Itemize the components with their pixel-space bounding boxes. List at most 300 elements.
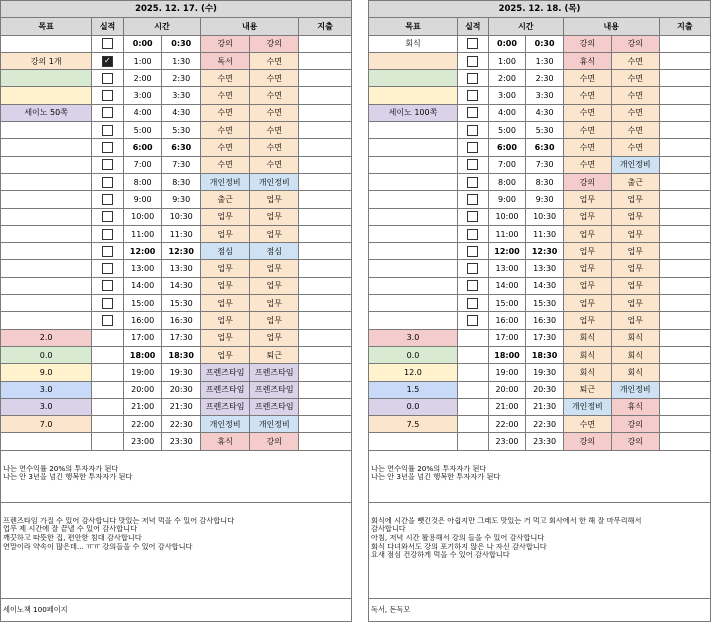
checkbox[interactable]: [102, 73, 113, 84]
content-cell-2[interactable]: 회식: [611, 346, 659, 363]
actual-cell[interactable]: [92, 346, 124, 363]
goal-cell[interactable]: [369, 208, 458, 225]
table-row: [369, 35, 711, 52]
content-cell-1[interactable]: 수면: [563, 87, 611, 104]
content-cell-2[interactable]: 강의: [611, 433, 659, 450]
content-cell-2[interactable]: 업무: [611, 295, 659, 312]
actual-cell[interactable]: [457, 122, 488, 139]
actual-cell[interactable]: [92, 122, 124, 139]
actual-cell[interactable]: [457, 191, 488, 208]
goal-cell[interactable]: [369, 225, 458, 242]
table-row: [1, 52, 352, 69]
actual-cell[interactable]: [457, 173, 488, 190]
content-cell-2[interactable]: 업무: [611, 225, 659, 242]
goal-cell[interactable]: [369, 260, 458, 277]
content-cell-1[interactable]: 업무: [201, 260, 250, 277]
goal-cell[interactable]: [1, 225, 92, 242]
actual-cell[interactable]: [92, 295, 124, 312]
goal-cell[interactable]: [1, 208, 92, 225]
checkbox[interactable]: [467, 90, 478, 101]
actual-cell[interactable]: [92, 156, 124, 173]
expense-cell[interactable]: [299, 191, 352, 208]
content-cell-2[interactable]: 출근: [611, 173, 659, 190]
goal-cell[interactable]: [369, 139, 458, 156]
expense-cell[interactable]: [659, 381, 710, 398]
content-cell-1[interactable]: 수면: [563, 122, 611, 139]
content-cell-1[interactable]: 업무: [563, 243, 611, 260]
table-row: [369, 364, 711, 381]
content-cell-2[interactable]: 회식: [611, 364, 659, 381]
content-cell-1[interactable]: 업무: [563, 260, 611, 277]
expense-cell[interactable]: [659, 70, 710, 87]
content-cell-1[interactable]: 수면: [201, 139, 250, 156]
content-cell-2[interactable]: 수면: [250, 122, 299, 139]
content-cell-1[interactable]: 수면: [201, 156, 250, 173]
actual-cell[interactable]: [457, 433, 488, 450]
actual-cell[interactable]: [92, 191, 124, 208]
expense-cell[interactable]: [299, 346, 352, 363]
content-cell-2[interactable]: 회식: [611, 329, 659, 346]
expense-cell[interactable]: [659, 364, 710, 381]
content-cell-1[interactable]: 수면: [563, 104, 611, 121]
content-cell-1[interactable]: 개인정비: [563, 398, 611, 415]
content-cell-1[interactable]: 회식: [563, 346, 611, 363]
content-cell-2[interactable]: 강의: [250, 35, 299, 52]
checkbox[interactable]: [102, 38, 113, 49]
checkbox[interactable]: [467, 159, 478, 170]
content-cell-2[interactable]: 업무: [250, 329, 299, 346]
table-row: [1, 329, 352, 346]
goal-cell[interactable]: 12.0: [369, 364, 458, 381]
time-start-cell: 7:00: [488, 156, 526, 173]
expense-cell[interactable]: [299, 122, 352, 139]
content-cell-1[interactable]: 업무: [201, 346, 250, 363]
expense-cell[interactable]: [299, 52, 352, 69]
expense-cell[interactable]: [299, 416, 352, 433]
content-cell-2[interactable]: 개인정비: [611, 381, 659, 398]
goal-cell[interactable]: [369, 70, 458, 87]
content-cell-1[interactable]: 프렌즈타임: [201, 364, 250, 381]
expense-cell[interactable]: [299, 104, 352, 121]
expense-cell[interactable]: [659, 329, 710, 346]
time-half-cell: 7:30: [526, 156, 564, 173]
content-cell-1[interactable]: 업무: [201, 295, 250, 312]
checkbox[interactable]: [467, 229, 478, 240]
expense-cell[interactable]: [299, 70, 352, 87]
content-cell-1[interactable]: 업무: [201, 225, 250, 242]
checkbox[interactable]: [467, 298, 478, 309]
time-half-cell: 11:30: [162, 225, 201, 242]
content-cell-2[interactable]: 업무: [611, 312, 659, 329]
checkbox[interactable]: [102, 142, 113, 153]
goal-cell[interactable]: [1, 70, 92, 87]
goal-cell[interactable]: [369, 312, 458, 329]
content-cell-2[interactable]: 프렌즈타임: [250, 398, 299, 415]
content-cell-2[interactable]: 개인정비: [250, 416, 299, 433]
goal-cell[interactable]: [369, 243, 458, 260]
actual-cell[interactable]: [92, 243, 124, 260]
content-cell-2[interactable]: 휴식: [611, 398, 659, 415]
checkbox[interactable]: [102, 246, 113, 257]
actual-cell[interactable]: [457, 225, 488, 242]
goal-cell[interactable]: [1, 433, 92, 450]
time-half-cell: 9:30: [162, 191, 201, 208]
table-row: [369, 381, 711, 398]
content-cell-2[interactable]: 업무: [250, 312, 299, 329]
content-cell-2[interactable]: 프렌즈타임: [250, 381, 299, 398]
goal-cell[interactable]: [1, 295, 92, 312]
content-cell-2[interactable]: 업무: [250, 208, 299, 225]
actual-cell[interactable]: [457, 104, 488, 121]
content-cell-1[interactable]: 수면: [563, 139, 611, 156]
checkbox[interactable]: [467, 56, 478, 67]
goal-cell[interactable]: [1, 312, 92, 329]
content-cell-2[interactable]: 업무: [611, 243, 659, 260]
content-cell-2[interactable]: 점심: [250, 243, 299, 260]
goal-cell[interactable]: [369, 277, 458, 294]
expense-cell[interactable]: [659, 35, 710, 52]
content-cell-1[interactable]: 회식: [563, 329, 611, 346]
expense-cell[interactable]: [299, 295, 352, 312]
checkbox[interactable]: [467, 211, 478, 222]
content-cell-1[interactable]: 업무: [563, 191, 611, 208]
content-cell-1[interactable]: 퇴근: [563, 381, 611, 398]
expense-cell[interactable]: [659, 312, 710, 329]
gratitude-memo[interactable]: [0, 503, 352, 599]
reading-memo[interactable]: 독서, 돈독모: [368, 599, 711, 622]
expense-cell[interactable]: [299, 225, 352, 242]
content-cell-2[interactable]: 수면: [611, 139, 659, 156]
content-cell-1[interactable]: 수면: [201, 104, 250, 121]
checkbox[interactable]: [102, 125, 113, 136]
goal-cell[interactable]: [369, 52, 458, 69]
actual-cell[interactable]: [457, 260, 488, 277]
expense-cell[interactable]: [659, 346, 710, 363]
expense-cell[interactable]: [299, 329, 352, 346]
content-cell-1[interactable]: 업무: [563, 208, 611, 225]
content-cell-2[interactable]: 강의: [250, 433, 299, 450]
actual-cell[interactable]: [457, 416, 488, 433]
content-cell-1[interactable]: 업무: [201, 312, 250, 329]
expense-cell[interactable]: [659, 139, 710, 156]
content-cell-1[interactable]: 업무: [201, 208, 250, 225]
actual-cell[interactable]: [457, 312, 488, 329]
actual-cell[interactable]: [92, 329, 124, 346]
goal-cell[interactable]: 7.5: [369, 416, 458, 433]
expense-cell[interactable]: [659, 156, 710, 173]
goal-cell[interactable]: 7.0: [1, 416, 92, 433]
expense-cell[interactable]: [659, 416, 710, 433]
goal-cell[interactable]: 강의 1개: [1, 52, 92, 69]
goal-cell[interactable]: 0.0: [369, 346, 458, 363]
checkbox[interactable]: [467, 246, 478, 257]
goal-cell[interactable]: 3.0: [1, 381, 92, 398]
content-cell-2[interactable]: 개인정비: [611, 156, 659, 173]
content-cell-2[interactable]: 업무: [250, 277, 299, 294]
content-cell-2[interactable]: 수면: [250, 52, 299, 69]
content-cell-1[interactable]: 업무: [563, 295, 611, 312]
expense-cell[interactable]: [659, 52, 710, 69]
goal-cell[interactable]: 3.0: [1, 398, 92, 415]
expense-cell[interactable]: [299, 35, 352, 52]
content-cell-2[interactable]: 강의: [611, 35, 659, 52]
content-cell-2[interactable]: 업무: [611, 208, 659, 225]
actual-cell[interactable]: [457, 398, 488, 415]
expense-cell[interactable]: [299, 433, 352, 450]
content-cell-2[interactable]: 수면: [611, 52, 659, 69]
expense-cell[interactable]: [299, 260, 352, 277]
content-cell-1[interactable]: 업무: [563, 312, 611, 329]
content-cell-2[interactable]: 업무: [611, 277, 659, 294]
expense-cell[interactable]: [299, 312, 352, 329]
content-cell-1[interactable]: 강의: [201, 35, 250, 52]
checkbox[interactable]: [102, 194, 113, 205]
content-cell-1[interactable]: 수면: [563, 416, 611, 433]
actual-cell[interactable]: [92, 277, 124, 294]
actual-cell[interactable]: [457, 364, 488, 381]
time-start-cell: 10:00: [488, 208, 526, 225]
content-cell-2[interactable]: 업무: [250, 225, 299, 242]
checkbox[interactable]: [102, 211, 113, 222]
goal-cell[interactable]: [369, 191, 458, 208]
checkbox[interactable]: [467, 142, 478, 153]
content-cell-1[interactable]: 독서: [201, 52, 250, 69]
actual-cell[interactable]: [457, 346, 488, 363]
checkbox[interactable]: [467, 280, 478, 291]
goal-cell[interactable]: [1, 191, 92, 208]
actual-cell[interactable]: [457, 208, 488, 225]
content-cell-2[interactable]: 수면: [611, 104, 659, 121]
actual-cell[interactable]: [92, 208, 124, 225]
checkbox[interactable]: [467, 73, 478, 84]
reading-memo[interactable]: 세이노책 100페이지: [0, 599, 352, 622]
content-cell-1[interactable]: 휴식: [563, 52, 611, 69]
actual-cell[interactable]: [92, 139, 124, 156]
content-cell-2[interactable]: 업무: [250, 260, 299, 277]
time-start-cell: 13:00: [123, 260, 162, 277]
goal-cell[interactable]: 2.0: [1, 329, 92, 346]
expense-cell[interactable]: [659, 225, 710, 242]
content-cell-2[interactable]: 프렌즈타임: [250, 364, 299, 381]
content-cell-2[interactable]: 수면: [250, 87, 299, 104]
goal-cell[interactable]: 세이노 100쪽: [369, 104, 458, 121]
checkbox[interactable]: [102, 56, 113, 67]
content-cell-2[interactable]: 수면: [250, 104, 299, 121]
goal-cell[interactable]: [1, 35, 92, 52]
content-cell-1[interactable]: 업무: [563, 277, 611, 294]
expense-cell[interactable]: [659, 104, 710, 121]
actual-cell[interactable]: [457, 243, 488, 260]
expense-cell[interactable]: [659, 243, 710, 260]
actual-cell[interactable]: [92, 173, 124, 190]
actual-cell[interactable]: [92, 433, 124, 450]
goal-cell[interactable]: [369, 122, 458, 139]
time-start-cell: 4:00: [123, 104, 162, 121]
checkbox[interactable]: [467, 194, 478, 205]
content-cell-2[interactable]: 퇴근: [250, 346, 299, 363]
goal-cell[interactable]: [1, 260, 92, 277]
expense-cell[interactable]: [659, 173, 710, 190]
goal-cell[interactable]: 0.0: [369, 398, 458, 415]
checkbox[interactable]: [467, 38, 478, 49]
content-cell-2[interactable]: 수면: [611, 70, 659, 87]
expense-cell[interactable]: [299, 364, 352, 381]
goal-cell[interactable]: 세이노 50쪽: [1, 104, 92, 121]
expense-cell[interactable]: [299, 87, 352, 104]
content-cell-1[interactable]: 강의: [563, 433, 611, 450]
checkbox[interactable]: [102, 229, 113, 240]
content-cell-1[interactable]: 수면: [563, 70, 611, 87]
content-cell-1[interactable]: 개인정비: [201, 416, 250, 433]
goal-cell[interactable]: [1, 156, 92, 173]
content-cell-1[interactable]: 점심: [201, 243, 250, 260]
goal-cell[interactable]: [1, 243, 92, 260]
goal-cell[interactable]: [369, 295, 458, 312]
memo-line: 업무 제 시간에 잘 끝낼 수 있어 감사합니다: [3, 525, 138, 534]
content-cell-1[interactable]: 수면: [201, 70, 250, 87]
expense-cell[interactable]: [299, 156, 352, 173]
content-cell-1[interactable]: 강의: [563, 35, 611, 52]
checkbox[interactable]: [102, 107, 113, 118]
content-cell-2[interactable]: 수면: [611, 87, 659, 104]
content-cell-2[interactable]: 수면: [250, 70, 299, 87]
actual-cell[interactable]: [92, 52, 124, 69]
actual-cell[interactable]: [457, 52, 488, 69]
content-cell-1[interactable]: 출근: [201, 191, 250, 208]
actual-cell[interactable]: [457, 277, 488, 294]
content-cell-2[interactable]: 업무: [250, 295, 299, 312]
expense-cell[interactable]: [299, 277, 352, 294]
checkbox[interactable]: [467, 107, 478, 118]
goal-cell[interactable]: [369, 87, 458, 104]
schedule-table: [0, 0, 352, 451]
actual-cell[interactable]: [92, 416, 124, 433]
expense-cell[interactable]: [659, 122, 710, 139]
time-start-cell: 1:00: [488, 52, 526, 69]
checkbox[interactable]: [102, 177, 113, 188]
table-row: [1, 260, 352, 277]
content-cell-2[interactable]: 업무: [250, 191, 299, 208]
goal-cell[interactable]: [369, 173, 458, 190]
actual-cell[interactable]: [92, 260, 124, 277]
goal-cell[interactable]: [1, 139, 92, 156]
table-row: [1, 398, 352, 415]
affirmation-memo[interactable]: [0, 451, 352, 503]
actual-cell[interactable]: [92, 70, 124, 87]
checkbox[interactable]: [102, 280, 113, 291]
content-cell-1[interactable]: 업무: [201, 329, 250, 346]
actual-cell[interactable]: [92, 225, 124, 242]
time-half-cell: 12:30: [526, 243, 564, 260]
actual-cell[interactable]: [457, 70, 488, 87]
checkbox[interactable]: [467, 177, 478, 188]
actual-cell[interactable]: [92, 398, 124, 415]
checkbox[interactable]: [102, 90, 113, 101]
goal-cell[interactable]: 1.5: [369, 381, 458, 398]
content-cell-1[interactable]: 개인정비: [201, 173, 250, 190]
checkbox[interactable]: [467, 263, 478, 274]
content-cell-1[interactable]: 프렌즈타임: [201, 381, 250, 398]
expense-cell[interactable]: [659, 260, 710, 277]
content-cell-1[interactable]: 휴식: [201, 433, 250, 450]
actual-cell[interactable]: [92, 104, 124, 121]
expense-cell[interactable]: [299, 381, 352, 398]
content-cell-2[interactable]: 수면: [250, 156, 299, 173]
expense-cell[interactable]: [659, 398, 710, 415]
actual-cell[interactable]: [457, 156, 488, 173]
actual-cell[interactable]: [457, 87, 488, 104]
expense-cell[interactable]: [659, 433, 710, 450]
expense-cell[interactable]: [299, 243, 352, 260]
table-row: [1, 381, 352, 398]
goal-cell[interactable]: [1, 87, 92, 104]
content-cell-1[interactable]: 회식: [563, 364, 611, 381]
expense-cell[interactable]: [659, 295, 710, 312]
actual-cell[interactable]: [457, 295, 488, 312]
content-cell-1[interactable]: 업무: [563, 225, 611, 242]
goal-cell[interactable]: 9.0: [1, 364, 92, 381]
content-cell-1[interactable]: 수면: [563, 156, 611, 173]
goal-cell[interactable]: 회식: [369, 35, 458, 52]
goal-cell[interactable]: 3.0: [369, 329, 458, 346]
actual-cell[interactable]: [92, 381, 124, 398]
goal-cell[interactable]: [369, 433, 458, 450]
content-cell-1[interactable]: 업무: [201, 277, 250, 294]
goal-cell[interactable]: 0.0: [1, 346, 92, 363]
actual-cell[interactable]: [457, 329, 488, 346]
goal-cell[interactable]: [1, 122, 92, 139]
content-cell-2[interactable]: 업무: [611, 260, 659, 277]
expense-cell[interactable]: [659, 277, 710, 294]
expense-cell[interactable]: [659, 191, 710, 208]
checkbox[interactable]: [102, 298, 113, 309]
expense-cell[interactable]: [299, 173, 352, 190]
goal-cell[interactable]: [1, 277, 92, 294]
actual-cell[interactable]: [457, 139, 488, 156]
actual-cell[interactable]: [457, 381, 488, 398]
goal-cell[interactable]: [1, 173, 92, 190]
checkbox[interactable]: [102, 263, 113, 274]
content-cell-1[interactable]: 수면: [201, 87, 250, 104]
affirmation-memo[interactable]: [368, 451, 711, 503]
checkbox[interactable]: [102, 315, 113, 326]
expense-cell[interactable]: [299, 208, 352, 225]
expense-cell[interactable]: [659, 208, 710, 225]
actual-cell[interactable]: [92, 364, 124, 381]
content-cell-1[interactable]: 프렌즈타임: [201, 398, 250, 415]
content-cell-2[interactable]: 수면: [250, 139, 299, 156]
checkbox[interactable]: [467, 125, 478, 136]
actual-cell[interactable]: [92, 87, 124, 104]
content-cell-1[interactable]: 수면: [201, 122, 250, 139]
actual-cell[interactable]: [92, 35, 124, 52]
content-cell-2[interactable]: 업무: [611, 191, 659, 208]
content-cell-1[interactable]: 강의: [563, 173, 611, 190]
actual-cell[interactable]: [92, 312, 124, 329]
expense-cell[interactable]: [299, 139, 352, 156]
expense-cell[interactable]: [299, 398, 352, 415]
checkbox[interactable]: [102, 159, 113, 170]
goal-cell[interactable]: [369, 156, 458, 173]
content-cell-2[interactable]: 강의: [611, 416, 659, 433]
time-header: 시간: [123, 18, 200, 35]
content-cell-2[interactable]: 개인정비: [250, 173, 299, 190]
actual-cell[interactable]: [457, 35, 488, 52]
content-cell-2[interactable]: 수면: [611, 122, 659, 139]
gratitude-memo[interactable]: [368, 503, 711, 599]
expense-cell[interactable]: [659, 87, 710, 104]
checkbox[interactable]: [467, 315, 478, 326]
